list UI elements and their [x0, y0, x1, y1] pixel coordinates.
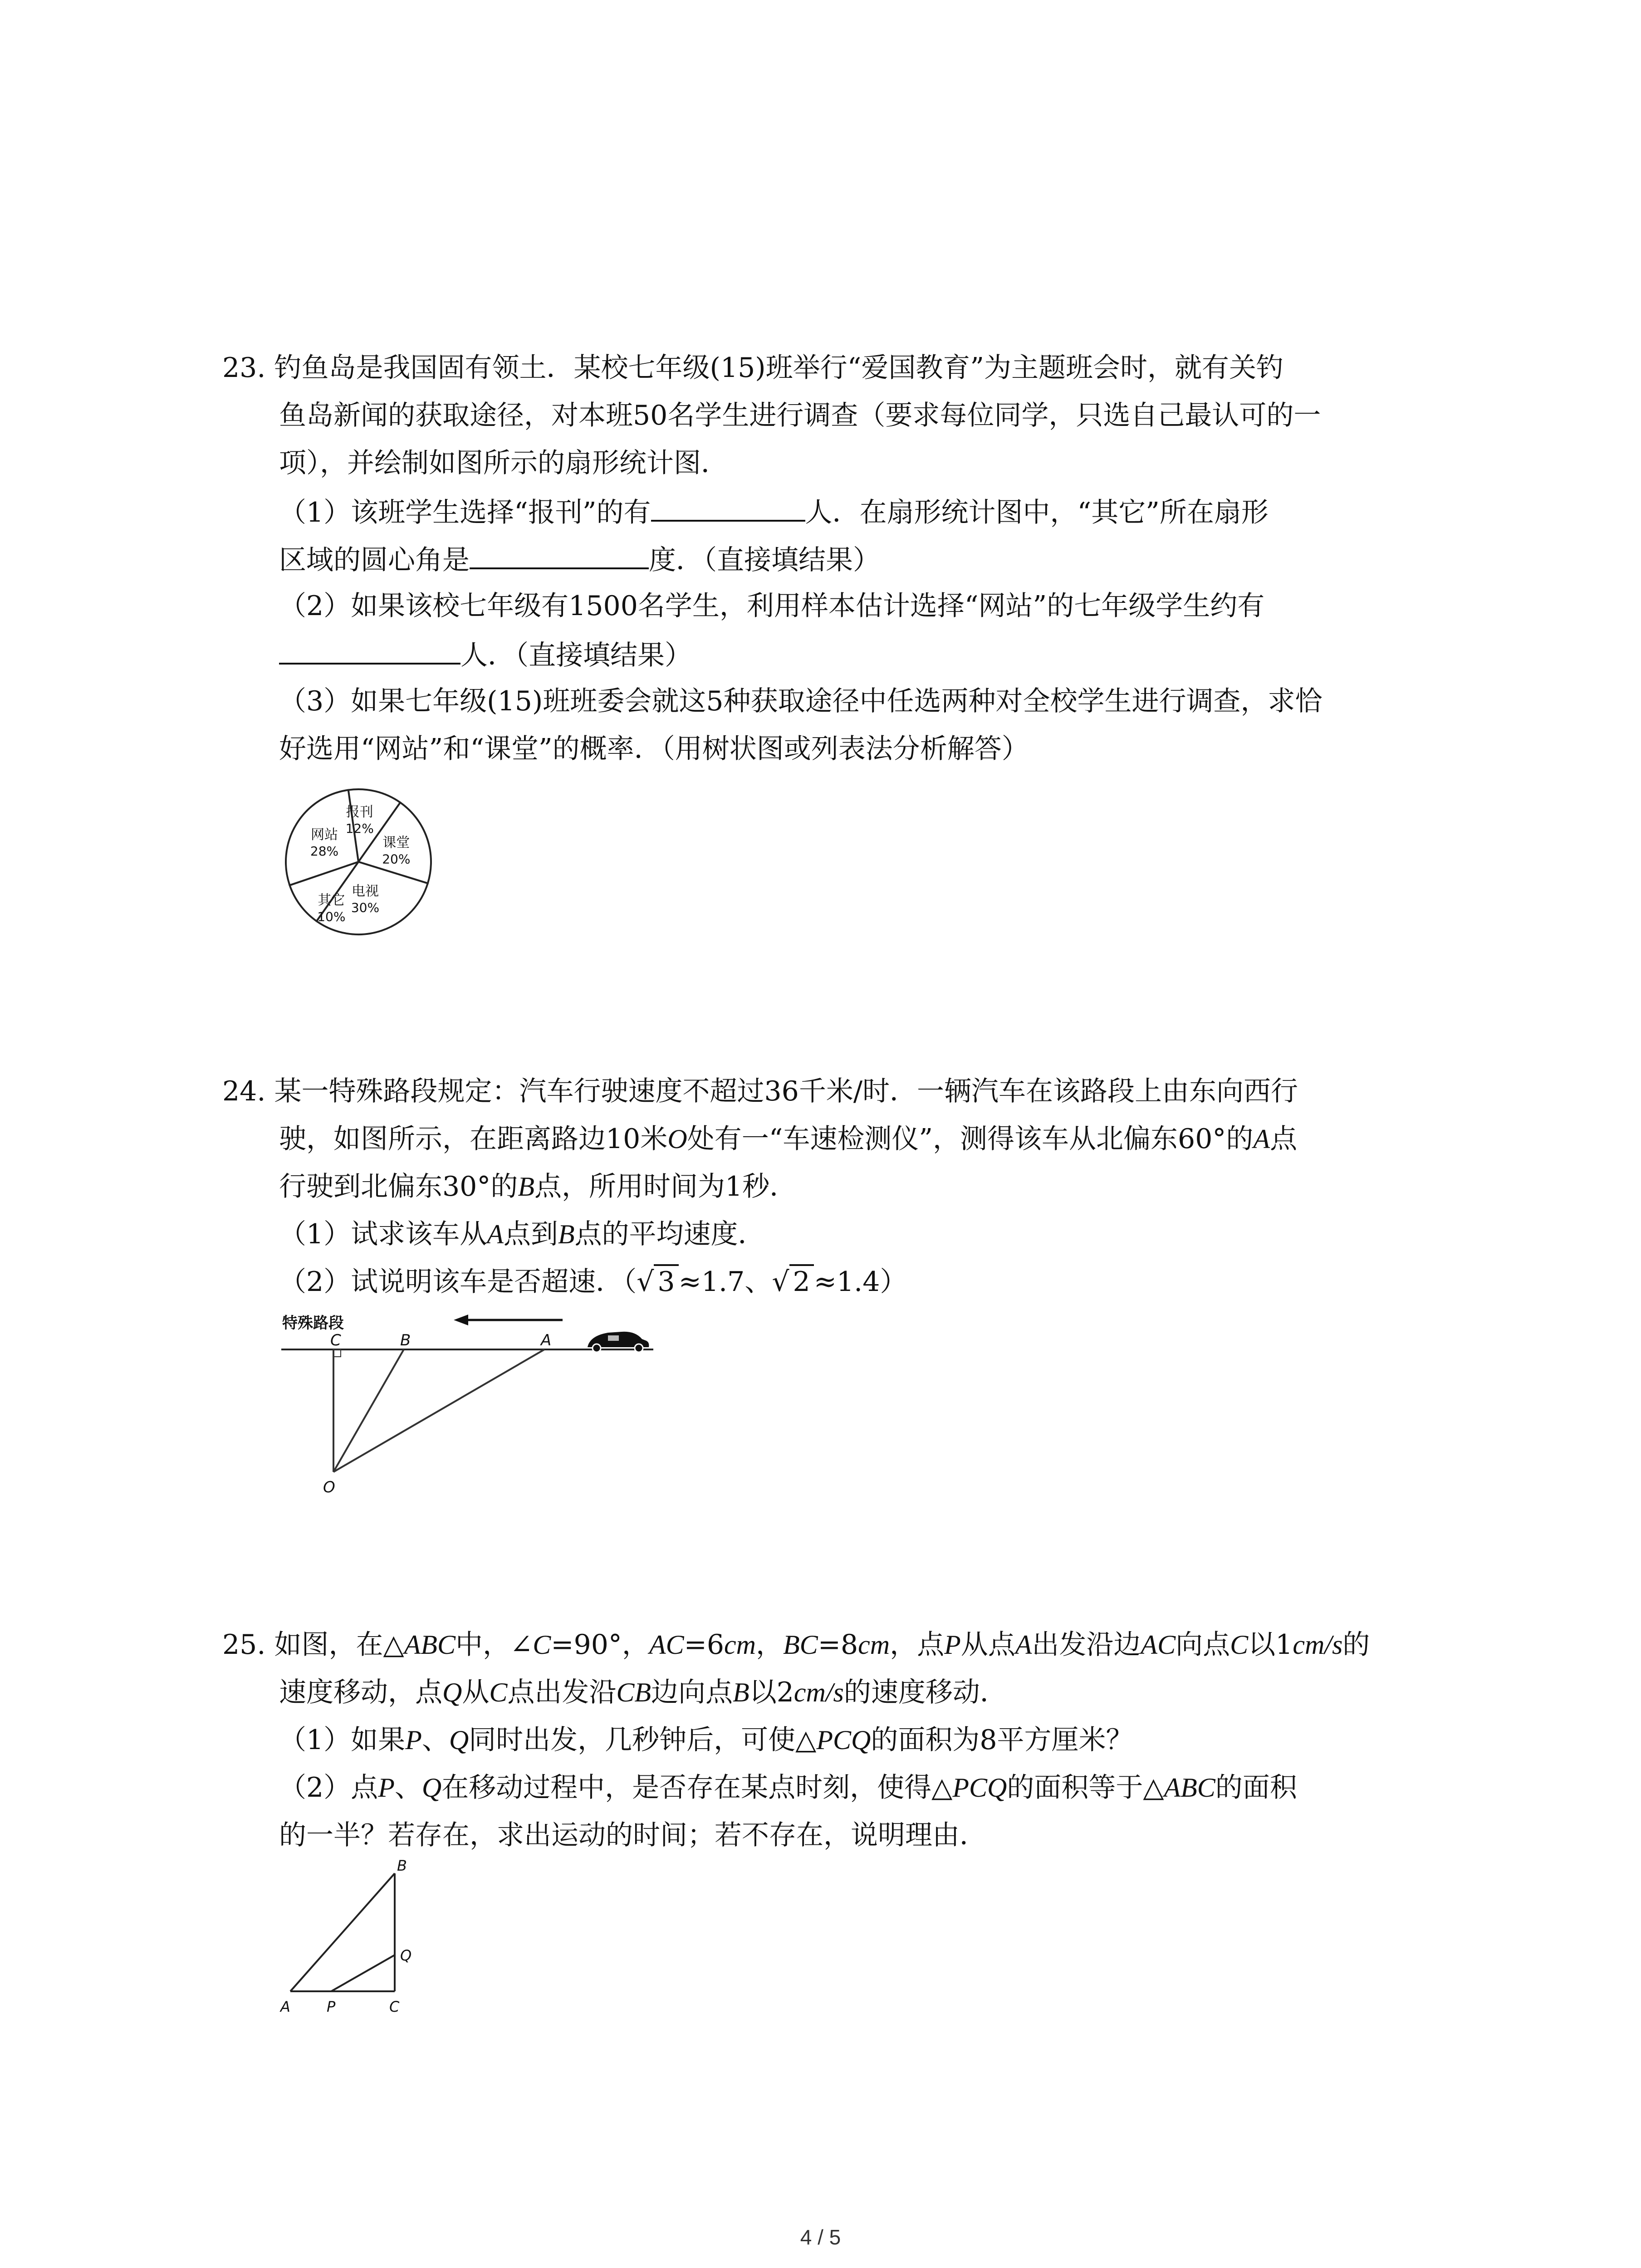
q24-part1: （1）试求该车从A点到B点的平均速度． [279, 1218, 765, 1250]
point-P-label: P [327, 1998, 336, 2015]
point-A-label: A [280, 1998, 290, 2015]
pie-value-3: 10% [317, 909, 346, 924]
pie-value-4: 28% [310, 843, 339, 859]
triangle-figure [272, 1855, 445, 2019]
q25-part1: （1）如果P、Q同时出发，几秒钟后，可使△PCQ的面积为8平方厘米？ [279, 1724, 1133, 1756]
road-label: 特殊路段 [282, 1314, 344, 1332]
segment-OB [333, 1349, 404, 1472]
answer-blank-2[interactable] [470, 542, 649, 569]
point-O-label: O [323, 1478, 335, 1496]
point-C-label: C [389, 1998, 400, 2015]
q23-part2: （2）如果该校七年级有1500名学生，利用样本估计选择“网站”的七年级学生约有 [279, 590, 1265, 622]
pie-label-1: 课堂 [382, 835, 410, 851]
q23-line3: 项），并绘制如图所示的扇形统计图． [279, 447, 728, 479]
q23-part3: （3）如果七年级(15)班班委会就这5种获取途径中任选两种对全校学生进行调查，求恰 [279, 685, 1323, 717]
q25-part2: （2）点P、Q在移动过程中，是否存在某点时刻，使得△PCQ的面积等于△ABC的面积 [279, 1772, 1297, 1804]
answer-blank-3[interactable] [279, 637, 460, 665]
q23-part3-cont: 好选用“网站”和“课堂”的概率．（用树状图或列表法分析解答） [279, 733, 1029, 765]
q24-line2: 驶，如图所示，在距离路边10米O处有一“车速检测仪”，测得该车从北偏东60°的A点 [279, 1123, 1298, 1155]
pie-value-0: 12% [345, 821, 374, 836]
page-number: 4 / 5 [800, 2225, 841, 2249]
q23-part2-cont: 人．（直接填结果） [279, 637, 692, 672]
segment-AB [290, 1873, 395, 1991]
q23-part1: （1）该班学生选择“报刊”的有 人．在扇形统计图中，“其它”所在扇形 [279, 494, 1269, 529]
q25-line2: 速度移动，点Q从C点出发沿CB边向点B以2cm/s的速度移动． [279, 1677, 1007, 1708]
q23-line1: 23. 钓鱼岛是我国固有领土．某校七年级(15)班举行“爱国教育”为主题班会时，就有关钓 [222, 352, 1284, 384]
point-B-label: B [397, 1857, 407, 1874]
right-angle-mark [333, 1349, 341, 1357]
q24-number: 24. [222, 1075, 266, 1107]
sqrt-3: √ 3 [637, 1264, 678, 1298]
sqrt-2: √ 2 [772, 1264, 813, 1298]
point-Q-label: Q [400, 1947, 412, 1964]
direction-arrow-icon [454, 1315, 468, 1325]
q25-number: 25. [222, 1629, 266, 1661]
point-B-label: B [400, 1331, 411, 1349]
q23-line2: 鱼岛新闻的获取途径，对本班50名学生进行调查（要求每位同学，只选自己最认可的一 [279, 400, 1321, 431]
answer-blank-1[interactable] [651, 494, 805, 522]
q23-part1-cont: 区域的圆心角是 度．（直接填结果） [279, 542, 880, 577]
road-figure [272, 1311, 662, 1506]
q25-line1: 25. 如图，在△ABC中，∠C=90°，AC=6cm，BC=8cm，点P从点A出发沿边AC向点C以1cm/s的 [222, 1629, 1370, 1661]
segment-PQ [331, 1955, 395, 1991]
pie-label-0: 报刊 [346, 804, 373, 821]
pie-chart [272, 778, 445, 941]
pie-label-2: 电视 [351, 883, 379, 899]
pie-value-2: 30% [351, 900, 380, 915]
pie-value-1: 20% [382, 851, 411, 867]
point-C-label: C [330, 1331, 341, 1349]
q23-number: 23. [222, 352, 266, 384]
point-A-label: A [541, 1331, 552, 1349]
q25-part2-cont: 的一半？若存在，求出运动的时间；若不存在，说明理由． [279, 1819, 987, 1851]
pie-label-4: 网站 [311, 826, 338, 843]
pie-label-3: 其它 [318, 892, 345, 909]
segment-OA [333, 1349, 544, 1472]
q24-part2: （2）试说明该车是否超速．（√ 3 ≈1.7、√ 2 ≈1.4） [279, 1266, 907, 1298]
q24-line1: 24. 某一特殊路段规定：汽车行驶速度不超过36千米/时．一辆汽车在该路段上由东向西行 [222, 1075, 1298, 1107]
q24-line3: 行驶到北偏东30°的B点，所用时间为1秒． [279, 1171, 797, 1202]
